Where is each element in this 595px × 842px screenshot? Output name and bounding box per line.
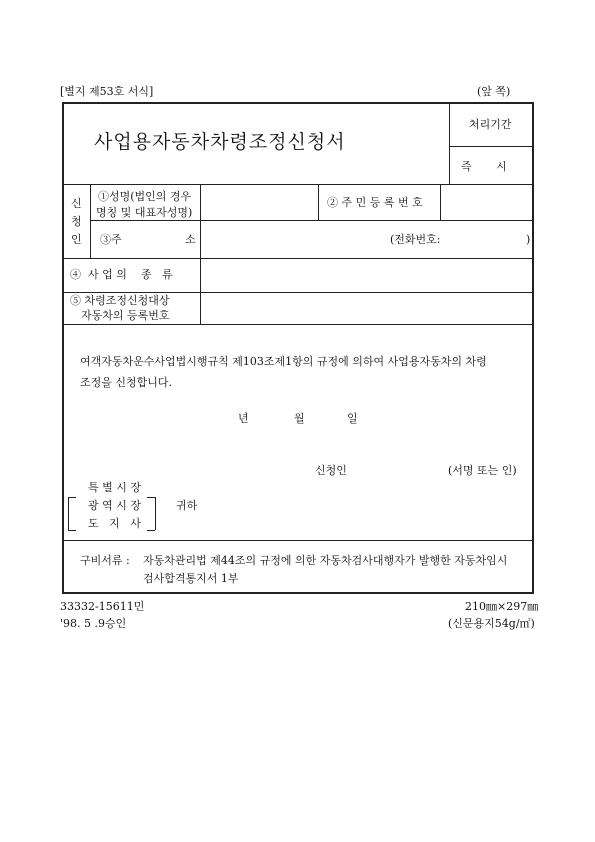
paper-size: 210㎜×297㎜ (465, 600, 539, 613)
phone-close-paren: ) (526, 233, 531, 246)
vehicle-reg-label-line2: 자동차의 등록번호 (81, 309, 170, 322)
page-side-label: (앞 쪽) (477, 85, 511, 98)
form-number: 33332-15611민 (60, 600, 145, 613)
form-reference: [별지 제53호 서식] (60, 85, 154, 98)
processing-period-label: 처리기간 (469, 118, 512, 131)
approval-date: '98. 5 .9승인 (60, 617, 127, 630)
business-type-input[interactable] (201, 259, 531, 291)
address-label-end: 소 (185, 233, 196, 246)
name-input[interactable] (201, 185, 317, 219)
processing-period-value: 즉 시 (461, 160, 507, 173)
addressee-special-city: 특 별 시 장 (88, 481, 141, 494)
date-month-label: 월 (294, 412, 305, 425)
name-label-line1: ①성명(법인의 경우 (98, 190, 192, 203)
paper-type: (신문용지54g/㎡) (448, 617, 535, 630)
date-year-label: 년 (238, 412, 249, 425)
vehicle-reg-input[interactable] (201, 293, 531, 323)
addressee-province: 도 지 사 (88, 517, 141, 530)
date-day-label: 일 (347, 412, 358, 425)
sign-or-seal-label: (서명 또는 인) (448, 464, 517, 477)
required-docs-line2: 검사합격통지서 1부 (143, 572, 239, 585)
address-input[interactable] (201, 221, 531, 257)
business-type-label: ④ 사 업 의 종 류 (70, 268, 173, 281)
honorific-label: 귀하 (176, 499, 198, 512)
resident-number-input[interactable] (441, 185, 531, 219)
required-docs-label: 구비서류 : (80, 554, 130, 567)
applicant-label: 신 청 인 (71, 197, 82, 246)
application-text-line2: 조정을 신청합니다. (80, 376, 173, 389)
address-label-start: ③주 (100, 233, 122, 246)
form-title: 사업용자동차차령조정신청서 (94, 131, 346, 153)
vehicle-reg-label-line1: ⑤ 차령조정신청대상 (70, 294, 170, 307)
application-text-line1: 여객자동차운수사업법시행규칙 제103조제1항의 규정에 의하여 사업용자동차의 차령 (80, 355, 487, 368)
name-label-line2: 명칭 및 대표자성명) (96, 206, 193, 219)
phone-label: (전화번호: (390, 233, 441, 246)
resident-number-label: ② 주 민 등 록 번 호 (327, 196, 423, 209)
addressee-metro-city: 광 역 시 장 (88, 499, 141, 512)
applicant-sign-label: 신청인 (315, 464, 347, 477)
required-docs-line1: 자동차관리법 제44조의 규정에 의한 자동차검사대행자가 발행한 자동차임시 (143, 554, 508, 567)
